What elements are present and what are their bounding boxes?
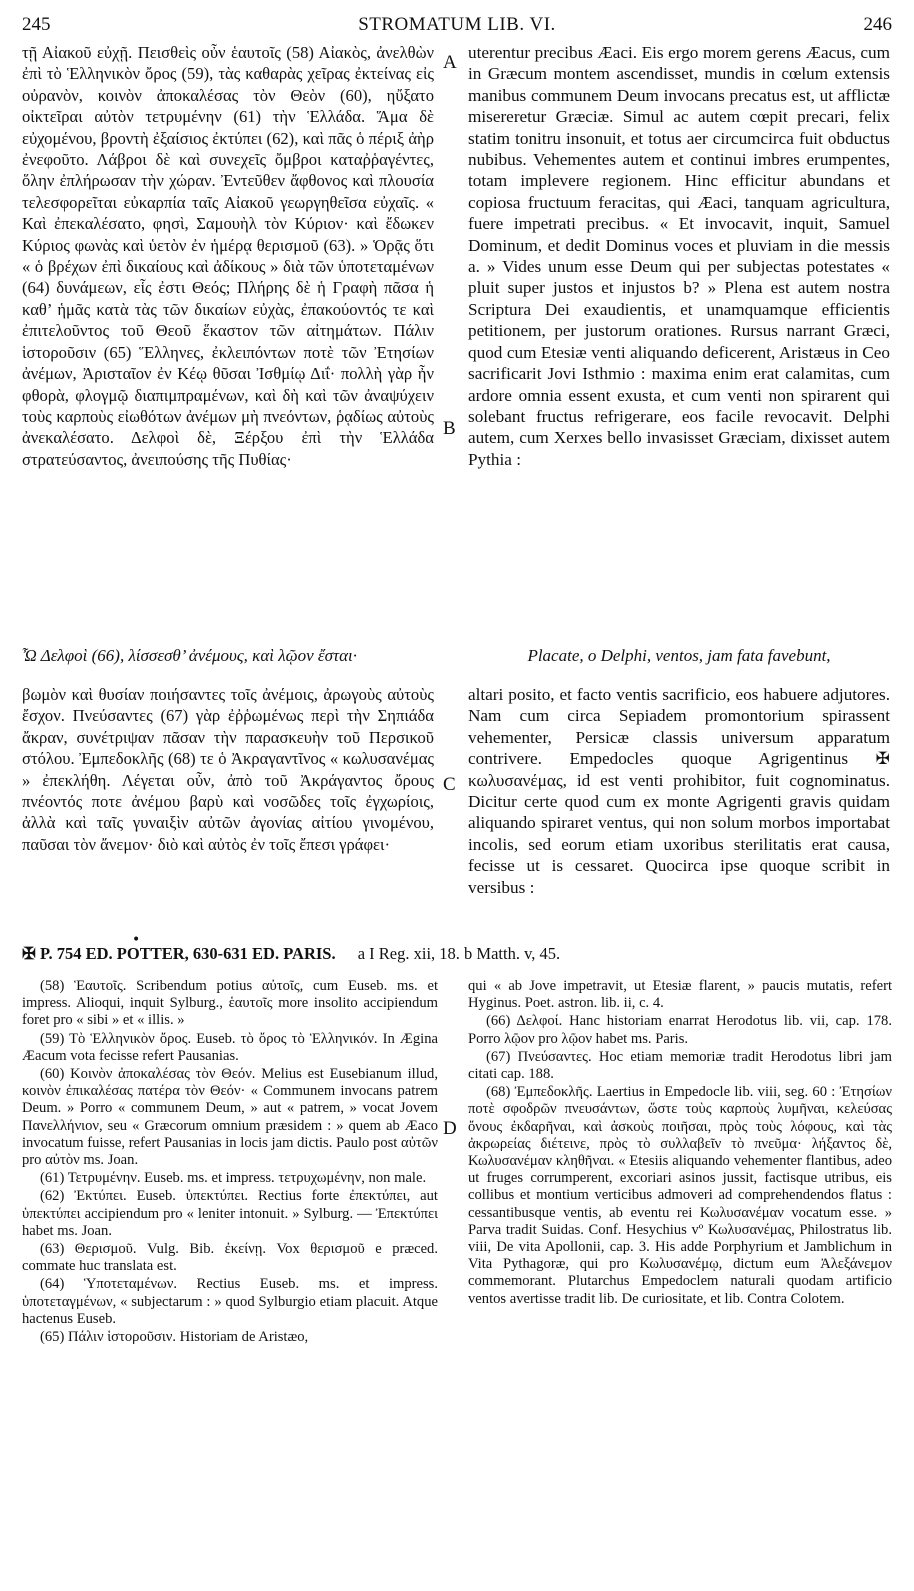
page-number-right: 246 bbox=[863, 14, 892, 35]
footnote: (65) Πάλιν ἱστοροῦσιν. Historiam de Aristæo, bbox=[40, 1329, 309, 1346]
latin-paragraph: uterentur precibus Æaci. Eis ergo morem gerens Æacus, cum in Græcum montem ascendisset, mundis in cœlum extensis manibus communem Deum invocans precatus est, ut afflictæ misereretur Græciæ. Simul ac autem cœpit precari, felix statim tonitru insonuit, et totus aer circumcirca fuit obductus nubibus. Vehementes autem et continui imbres erumpentes, totam implevere regionem. Hinc efficitur abundans et copiosa fructuum feracitas, qui Æaci, tanquam agricultura, fuere impetrati precibus. « Et invocavit, inquit, Samuel Dominum, et dedit Dominus voces et pluviam in die messis a. » Vides unum esse Deum qui per subjectas potestates « pluit super justos et injustos b? » Plena est autem nostra Scriptura Dei exaudientis, et unamquamque efficientis petitionem, per justorum orationes. Rursus narrant Græci, quod cum Etesiæ venti aliquando deficerent, Aristæus in Ceo sacrificarit Jovi Isthmio : maxima enim erat calamitas, cum ardore omnia essent exusta, et cum venti non spirarent qui solebant fructus refrigerare, eos facile revocavit. Delphi autem, cum Xerxes bello invasisset Græciam, dixisset autem Pythia : bbox=[468, 43, 890, 469]
footnotes-right-column bbox=[468, 978, 892, 1309]
latin-text-column bbox=[468, 42, 890, 470]
footnote: (59) Τὸ Ἑλληνικὸν ὄρος. Euseb. τὸ ὄρος τὸ Ἑλληνικόν. In Ægina Æacum vota fecisse refert Pausanias. bbox=[22, 1030, 438, 1064]
scripture-references: a I Reg. xii, 18. b Matth. v, 45. bbox=[357, 944, 561, 963]
greek-paragraph-2: βωμὸν καὶ θυσίαν ποιήσαντες τοῖς ἀνέμοις, ἀρωγοὺς αὐτοὺς ἔσχον. Πνεύσαντες (67) γὰρ ἐῤῥωμένως περὶ τὴν Σηπιάδα ἄκραν, συνέτριψαν πᾶσαν τὴν παρασκευὴν τοῦ Περσικοῦ στόλου. Ἐμπεδοκλῆς (68) τε ὁ Ἀκραγαντῖνος « κωλυσανέμας » ἐπεκλήθη. Λέγεται οὖν, ἀπὸ τοῦ Ἀκράγαντος ὄρους πνέοντός ποτε ἀνέμου βαρὺ καὶ νοσῶδες τοῖς ἐγχωρίοις, ἀλλὰ καὶ ταῖς γυναιξὶν αὐτῶν ἀγονίας αἰτίου γινομένου, παῦσαι τὸν ἄνεμον· διὸ καὶ αὐτὸς ἐν τοῖς ἔπεσι γράφει· bbox=[22, 685, 434, 854]
footnote: (66) Δελφοί. Hanc historiam enarrat Herodotus lib. vii, cap. 178. Porro λῷον pro λῷον habet ms. Paris. bbox=[468, 1013, 892, 1047]
latin-text-continuation bbox=[468, 684, 890, 898]
greek-text-continuation bbox=[22, 684, 434, 855]
latin-verse-line: Placate, o Delphi, ventos, jam fata favebunt, bbox=[527, 646, 831, 665]
margin-letter-d: D bbox=[443, 1118, 457, 1139]
footnote: (63) Θερισμοῦ. Vulg. Bib. ἐκείνῃ. Vox θερισμοῦ e præced. commate huc translata est. bbox=[22, 1241, 438, 1275]
footnote: (67) Πνεύσαντες. Hoc etiam memoriæ tradit Herodotus libri jam citati cap. 188. bbox=[468, 1048, 892, 1083]
margin-letter-b: B bbox=[443, 418, 456, 439]
greek-paragraph: τῇ Αἰακοῦ εὐχῇ. Πεισθεὶς οὖν ἑαυτοῖς (58) Αἰακὸς, ἀνελθὼν ἐπὶ τὸ Ἑλληνικὸν ὄρος (59), τὰς καθαρὰς χεῖρας ἐκτείνας εἰς οὐρανὸν, κοινὸν ἀποκαλέσας τὸν Θεὸν (60), ηὔξατο οἰκτεῖραι αὐτὸν τετρυμένην (61) τὴν Ἑλλάδα. Ἅμα δὲ εὐχομένου, βροντὴ ἐξαίσιος ἐκτύπει (62), καὶ πᾶς ὁ πέριξ ἀὴρ ἐνεφοῦτο. Λάβροι δὲ καὶ συνεχεῖς ὄμβροι καταῤῥαγέντες, ὅλην ἐπλήρωσαν τὴν χώραν. Ἐντεῦθεν ἄφθονος καὶ πλουσία τελεσφορεῖται εὐκαρπία ταῖς Αἰακοῦ γεωργηθεῖσα εὐχαῖς. « Καὶ ἐπεκαλέσατο, φησὶ, Σαμουὴλ τὸν Κύριον· καὶ ἔδωκεν Κύριος φωνὰς καὶ ὑετὸν ἐν ἡμέρᾳ θερισμοῦ (63). » Ὁρᾷς ὅτι « ὁ βρέχων ἐπὶ δικαίους καὶ ἀδίκους » διὰ τῶν ὑποτεταμένων (64) δυνάμεων, εἷς ἐστι Θεός; Πλήρης δὲ ἡ Γραφὴ πᾶσα ἡ καθ’ ἡμᾶς κατὰ τὰς τῶν δικαίων εὐχὰς, ἐπακούοντός τε καὶ ἐπιτελοῦντος τοῦ Θεοῦ ἕκαστον τῶν αἰτημάτων. Πάλιν ἱστοροῦσιν (65) Ἕλληνες, ἐκλειπόντων ποτὲ τῶν Ἐτησίων ἀνέμων, Ἀρισταῖον ἐν Κέῳ θῦσαι Ἰσθμίῳ Διΐ· πολλὴ γὰρ ἦν φθορὰ, φλογμῷ διαπιμπραμένων, καὶ δὴ καὶ τῶν ἀναψύχειν τοὺς καρποὺς εἰωθότων ἀνέμων μὴ πνεόντων, ῥᾳδίως αὐτοὺς ἀνεκαλέσατο. Δελφοὶ δὲ, Ξέρξου ἐπὶ τὴν Ἑλλάδα στρατεύσαντος, ἀνειπούσης τῆς Πυθίας· bbox=[22, 43, 434, 469]
footnote: (64) Ὑποτεταμένων. Rectius Euseb. ms. et impress. ὑποτεταγμένων, « subjectarum : » quod Sylburgio etiam placuit. Atque hactenus Euseb. bbox=[22, 1276, 438, 1327]
greek-text-column bbox=[22, 42, 434, 470]
footnote: (61) Τετρυμένην. Euseb. ms. et impress. τετρυχωμένην, non male. bbox=[40, 1170, 427, 1187]
footnote: (68) Ἐμπεδοκλῆς. Laertius in Empedocle lib. viii, seg. 60 : Ἐτησίων ποτὲ σφοδρῶν πνευσάντων, ὥστε τοὺς καρποὺς λυμῆναι, κελεύσας ὄνους ἐκδαρῆναι, καὶ ἀσκοὺς ποιῆσαι, πρὸς τοὺς λόφους, καὶ τὰς ἀκρωρείας διέτεινε, πρὸς τὸ συλλαβεῖν τὸ πνεῦμα· λήξαντος δὲ, Κωλυσανέμαν κληθῆναι. « Etesiis aliquando vehementer flantibus, adeo ut fruges corrumperent, excoriari asinos jussit, factisque utribus, eis collibus et montium verticibus admoveri ad comprehendendos flatus : cessantibusque ventis, ab eventu rei Κωλυσανέμαν vocatum esse. » Parva tradit Suidas. Conf. Hesychius vº Κωλυσανέμας, Philostratus lib. viii, De vita Apollonii, cap. 3. His adde Porphyrium et Jamblichum in Vita Pythagoræ, qui pro Κωλυσανέμῳ, dictum eum Ἀλεξάνεμον commemorant. Plutarchus Empedoclem naturali quodam artificio ventos avertisse tradit lib. De curiositate, et lib. Contra Colotem. bbox=[468, 1084, 892, 1307]
footnote: (62) Ἐκτύπει. Euseb. ὑπεκτύπει. Rectius forte ἐπεκτύπει, aut ὑπεκτύπει accipiendum pro « leniter intonuit. » Sylburg. — Ἐπεκτύπει habet ms. Joan. bbox=[22, 1188, 438, 1239]
edition-reference: ✠ P. 754 ED. POTTER, 630-631 ED. PARIS. bbox=[22, 944, 336, 963]
ink-dot: • bbox=[132, 932, 141, 948]
running-title: STROMATUM LIB. VI. bbox=[358, 14, 556, 35]
margin-letter-a: A bbox=[443, 52, 457, 73]
footnote: (58) Ἑαυτοῖς. Scribendum potius αὐτοῖς, cum Euseb. ms. et impress. Alioqui, inquit Sylburg., ἑαυτοῖς more insolito accipiendum foret pro « sibi » et « illis. » bbox=[22, 978, 438, 1029]
footnote: (60) Κοινὸν ἀποκαλέσας τὸν Θεόν. Melius est Eusebianum illud, κοινὸν ἐπικαλέσας πατέρα τὸν Θεόν· « Communem invocans patrem Deum. » Porro « communem Deum, » aut « patrem, » vocat Jovem Πανελλήνιον, seu « Græcorum omnium præsidem : » quem ab Æaco invocatum fuisse, refert Pausanias in locis jam dictis. Paulo post αὐτῶν pro αὐτὸν ms. Joan. bbox=[22, 1066, 438, 1169]
footnotes-left-column bbox=[22, 978, 438, 1347]
latin-paragraph-2: altari posito, et facto ventis sacrificio, eos habuere adjutores. Nam cum circa Sepiadem promontorium spirassent vehementer, Persicæ classis universum apparatum contrivere. Empedocles quoque Agrigentinus ✠ κωλυσανέμας, id est venti prohibitor, fuit cognominatus. Dicitur certe quod cum ex monte Agrigenti gravis quidam aliquando spiraret ventus, qui non solum morbos importabat incolis, sed eorum etiam uxoribus sterilitatis erat causa, fecisse ut is cessaret. Quocirca ipse quoque scribit in versibus : bbox=[468, 685, 890, 897]
page-number-left: 245 bbox=[22, 14, 51, 35]
margin-letter-c: C bbox=[443, 774, 456, 795]
footnote: qui « ab Jove impetravit, ut Etesiæ flarent, » paucis mutatis, refert Hyginus. Poet. astron. lib. ii, c. 4. bbox=[468, 978, 892, 1012]
running-header bbox=[22, 14, 892, 40]
edition-reference-line bbox=[22, 944, 892, 964]
greek-verse-line: Ὦ Δελφοὶ (66), λίσσεσθ’ ἀνέμους, καὶ λῷον ἔσται· bbox=[22, 646, 357, 665]
